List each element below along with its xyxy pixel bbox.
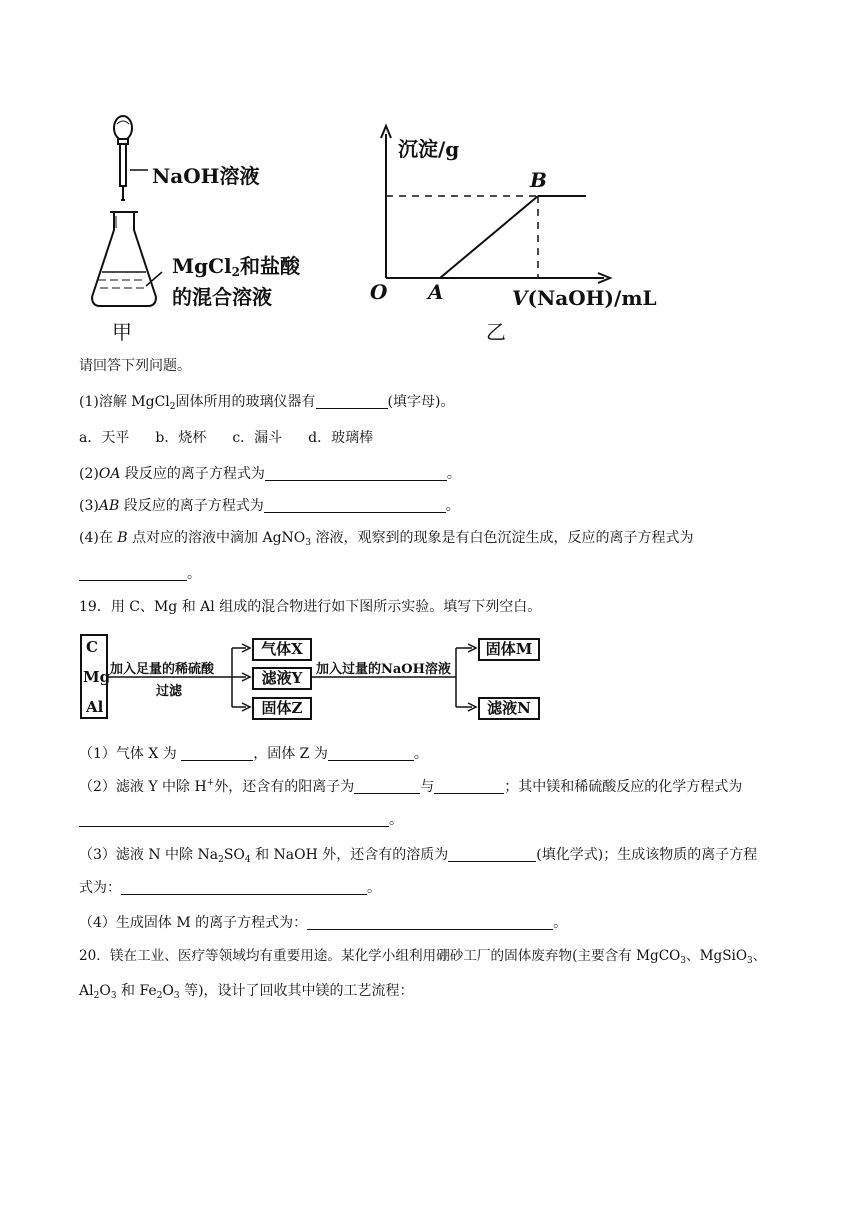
gas-x-box: 气体X: [252, 638, 312, 661]
q18-part4-cont: [79, 565, 201, 583]
flask-label-sub: 2: [231, 265, 240, 279]
q19-part3-e: 式为：: [79, 880, 121, 896]
q19-part2-blank1[interactable]: [354, 779, 420, 794]
filtrate-y-box: 滤液Y: [252, 667, 312, 690]
figure-yi: [366, 120, 666, 342]
q20-a-sub2: 3: [747, 956, 753, 966]
q19-part2-end: 。: [389, 812, 403, 828]
q19-part2-cont: [79, 811, 403, 829]
mixture-mg: Mg: [83, 668, 111, 686]
flask-label-tail: 和盐酸: [240, 254, 300, 278]
q18-part4-a: (4)在: [79, 530, 118, 546]
q19-part1: [79, 745, 428, 763]
q18-part4-b: 点对应的溶液中滴加 AgNO: [127, 530, 306, 546]
y-axis-label: 沉淀/g: [398, 137, 460, 161]
q18-part2: [79, 465, 461, 483]
step1-filter: 过滤: [156, 684, 183, 699]
q18-part4-b-italic: B: [117, 530, 128, 546]
filtrate-n-box: 滤液N: [478, 697, 540, 720]
q18-part3-b: 段反应的离子方程式为: [119, 498, 264, 514]
mixture-c: C: [86, 638, 98, 656]
q20-b-sub1: 2: [93, 991, 100, 1001]
q19-part2-c: 与: [420, 779, 435, 795]
q18-part2-c: 。: [446, 466, 461, 482]
figure-jia-caption: 甲: [112, 320, 132, 344]
q18-intro: 请回答下列问题。: [79, 358, 191, 374]
q18-part3-ab: AB: [98, 498, 120, 514]
figure-jia: [86, 112, 356, 342]
q18-part3-c: 。: [445, 498, 460, 514]
q18-part4: [79, 529, 693, 547]
q20-b5: 等)，设计了回收其中镁的工艺流程：: [179, 983, 414, 999]
q20-a2: 、MgSiO: [685, 948, 748, 964]
origin-label: O: [370, 280, 388, 304]
q20-b-sub3: 2: [156, 991, 163, 1001]
q19-flow-diagram: [80, 634, 550, 724]
solid-m-box: 固体M: [478, 638, 540, 661]
q19-part2: [79, 778, 742, 796]
q19-part3-sub1: 2: [218, 855, 224, 865]
point-a-label: A: [428, 280, 444, 304]
q19-part4: [79, 914, 567, 932]
q19-part3-sub2: 4: [244, 855, 251, 865]
q19-part3-cont: [79, 879, 381, 897]
q18-part1: [79, 393, 454, 411]
option-d: d．玻璃棒: [308, 430, 374, 446]
q20-a3: 、: [752, 948, 767, 964]
x-axis-label-v: V: [512, 286, 528, 310]
q18-part2-blank[interactable]: [265, 466, 447, 481]
q19-part1-b: ，固体 Z 为: [253, 746, 328, 762]
q19-title: 19．用 C、Mg 和 Al 组成的混合物进行如下图所示实验。填写下列空白。: [79, 599, 542, 615]
q18-part1-blank[interactable]: [316, 394, 388, 409]
q19-part4-a: （4）生成固体 M 的离子方程式为：: [79, 915, 308, 931]
flask-label-mgcl: MgCl: [172, 254, 232, 278]
q20-line2: [79, 982, 414, 1000]
q19-part2-blank2[interactable]: [434, 779, 504, 794]
solid-z-box: 固体Z: [252, 697, 312, 720]
q19-part3-c: 和 NaOH 外，还含有的溶质为: [250, 847, 449, 863]
q19-part1-blank2[interactable]: [328, 746, 414, 761]
q19-part1-c: 。: [413, 746, 428, 762]
q18-part1-a: (1)溶解 MgCl: [79, 394, 170, 410]
q18-part1-c: (填字母)。: [387, 394, 455, 410]
q20-a: 20．镁在工业、医疗等领域均有重要用途。某化学小组利用硼砂工厂的固体废弃物(主要含有 MgCO: [79, 948, 681, 964]
q20-b-sub2: 3: [110, 991, 117, 1001]
q19-part3-a: （3）滤液 N 中除 Na: [79, 847, 219, 863]
q19-part3-d: (填化学式)；生成该物质的离子方程: [536, 847, 758, 863]
dropper-label: NaOH溶液: [152, 164, 260, 188]
q19-part4-end: 。: [553, 915, 568, 931]
q18-part4-sub: 3: [305, 538, 312, 548]
option-b: b．烧杯: [155, 430, 207, 446]
q20-line1: [79, 947, 766, 965]
q20-a-sub1: 3: [680, 956, 686, 966]
q18-part2-a: (2): [79, 466, 99, 482]
q20-b-sub4: 3: [173, 991, 180, 1001]
q19-part1-a: （1）气体 X 为: [79, 746, 182, 762]
flask-label-line1: [172, 250, 300, 279]
q18-part4-blank[interactable]: [79, 566, 187, 581]
q18-part2-oa: OA: [98, 466, 121, 482]
q18-part1-sub: 2: [169, 402, 176, 412]
q19-part1-blank1[interactable]: [181, 746, 253, 761]
q19-part2-sup: +: [206, 778, 215, 788]
x-axis-label: [512, 286, 657, 310]
q19-part2-a: （2）滤液 Y 中除 H: [79, 779, 207, 795]
option-c: c．漏斗: [232, 430, 283, 446]
q18-part3-blank[interactable]: [264, 498, 446, 513]
figure-yi-caption: 乙: [486, 320, 506, 344]
q19-part4-blank[interactable]: [307, 915, 553, 930]
q19-part2-b: 外，还含有的阳离子为: [214, 779, 355, 795]
point-b-label: B: [530, 168, 547, 192]
step1-reagent: 加入足量的稀硫酸: [110, 662, 215, 677]
q19-part3-b: SO: [223, 847, 245, 863]
mixture-al: Al: [86, 698, 104, 716]
q19-part2-blank3[interactable]: [79, 812, 389, 827]
q18-part2-b: 段反应的离子方程式为: [120, 466, 265, 482]
x-axis-label-rest: (NaOH)/mL: [527, 286, 657, 310]
q20-b4: O: [162, 983, 174, 999]
option-a: a．天平: [79, 430, 130, 446]
q19-part3-blank1[interactable]: [448, 847, 536, 862]
q18-part4-c: 溶液，观察到的现象是有白色沉淀生成，反应的离子方程式为: [311, 530, 694, 546]
flask-label-line2: 的混合溶液: [172, 285, 272, 309]
q18-part4-end: 。: [187, 566, 201, 582]
q19-part3-end: 。: [367, 880, 381, 896]
step2-reagent: 加入过量的NaOH溶液: [316, 662, 451, 677]
q18-part1-b: 固体所用的玻璃仪器有: [175, 394, 316, 410]
q19-part3: [79, 846, 757, 864]
q20-b2: O: [99, 983, 111, 999]
q20-b: Al: [79, 983, 94, 999]
q20-b3: 和 Fe: [116, 983, 157, 999]
q18-options: [79, 429, 399, 447]
q18-part3: [79, 497, 460, 515]
q18-part3-a: (3): [79, 498, 99, 514]
segment-ab: [440, 196, 538, 278]
q19-part3-blank2[interactable]: [121, 880, 367, 895]
q19-part2-d: ；其中镁和稀硫酸反应的化学方程式为: [504, 779, 743, 795]
